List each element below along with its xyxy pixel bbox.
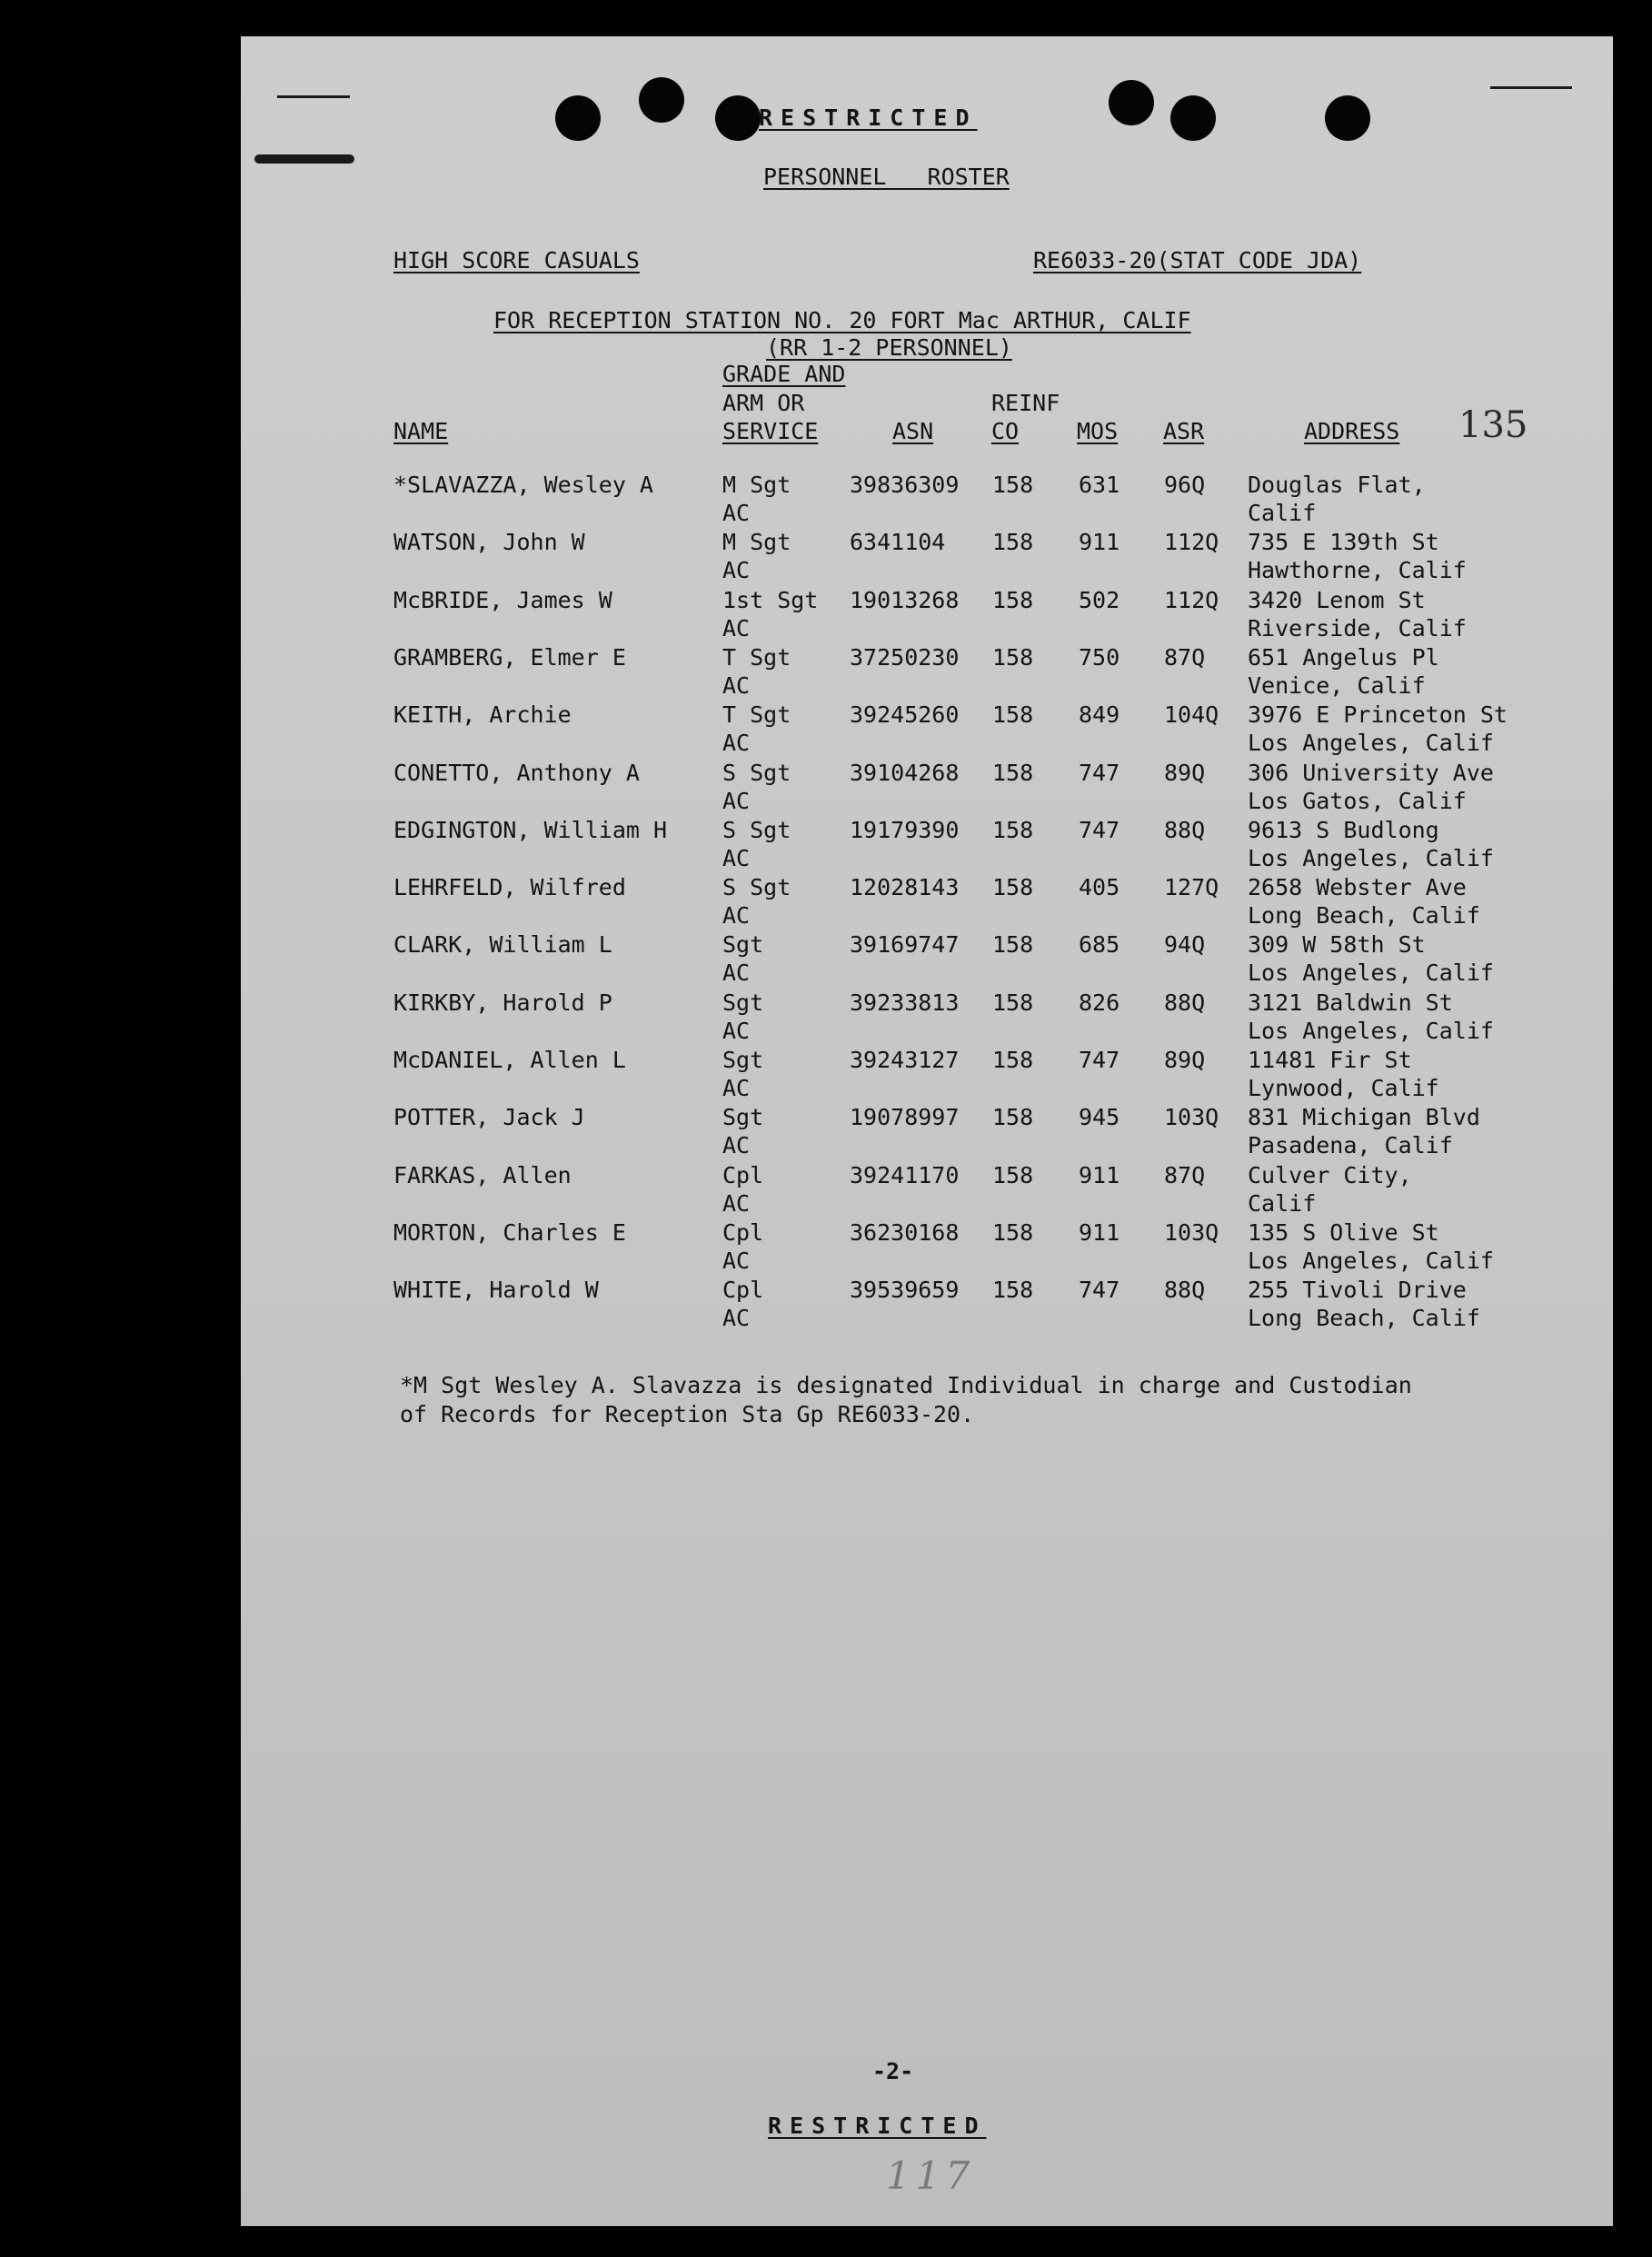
- row-reinf-co: 158: [992, 472, 1034, 498]
- row-name: *SLAVAZZA, Wesley A: [393, 472, 653, 498]
- column-header-grade-line3: SERVICE: [722, 418, 819, 444]
- row-address-line2: Venice, Calif: [1248, 671, 1426, 699]
- table-row: [241, 1218, 1613, 1277]
- group-label: HIGH SCORE CASUALS: [393, 247, 640, 273]
- row-asr: 112Q: [1164, 529, 1219, 556]
- row-grade: M Sgt: [722, 529, 791, 556]
- table-row: [241, 759, 1613, 817]
- footnote-line-1: *M Sgt Wesley A. Slavazza is designated Individual in charge and Custodian: [400, 1372, 1412, 1398]
- row-name: McBRIDE, James W: [393, 586, 612, 613]
- row-reinf-co: 158: [992, 529, 1034, 556]
- row-grade: Cpl: [722, 1218, 764, 1246]
- table-row: [241, 1276, 1613, 1334]
- document-page: [241, 36, 1613, 2226]
- row-asn: 19013268: [850, 586, 960, 613]
- row-mos: 502: [1079, 586, 1120, 613]
- table-row: [241, 930, 1613, 989]
- row-address-line2: Calif: [1248, 500, 1317, 526]
- row-name: KIRKBY, Harold P: [393, 989, 612, 1016]
- row-mos: 747: [1079, 759, 1120, 786]
- punch-hole-5: [1170, 95, 1216, 141]
- row-address-line1: 9613 S Budlong: [1248, 816, 1439, 843]
- row-asr: 112Q: [1164, 586, 1219, 613]
- table-row: [241, 1161, 1613, 1219]
- row-reinf-co: 158: [992, 931, 1034, 959]
- row-mos: 911: [1079, 1218, 1120, 1246]
- row-asn: 39836309: [850, 472, 960, 498]
- row-arm: AC: [722, 1305, 751, 1332]
- row-asr: 127Q: [1164, 874, 1219, 901]
- row-name: EDGINGTON, William H: [393, 816, 668, 843]
- classification-bottom: RESTRICTED: [768, 2113, 987, 2139]
- row-grade: S Sgt: [722, 874, 791, 901]
- row-address-line2: Los Angeles, Calif: [1248, 730, 1494, 757]
- row-name: FARKAS, Allen: [393, 1161, 572, 1188]
- row-grade: 1st Sgt: [722, 586, 819, 613]
- row-arm: AC: [722, 1075, 751, 1101]
- row-arm: AC: [722, 1189, 751, 1217]
- row-mos: 826: [1079, 989, 1120, 1016]
- row-arm: AC: [722, 557, 751, 584]
- punch-hole-1: [555, 95, 601, 141]
- row-asr: 94Q: [1164, 931, 1206, 959]
- row-asn: 6341104: [850, 529, 946, 556]
- row-mos: 631: [1079, 472, 1120, 498]
- group-code: RE6033-20(STAT CODE JDA): [1033, 247, 1362, 273]
- row-reinf-co: 158: [992, 1161, 1034, 1188]
- table-row: [241, 528, 1613, 586]
- row-asr: 104Q: [1164, 701, 1219, 729]
- row-address-line2: Los Angeles, Calif: [1248, 1017, 1494, 1044]
- row-reinf-co: 158: [992, 701, 1034, 729]
- row-address-line1: 3976 E Princeton St: [1248, 701, 1508, 729]
- column-header-grade-line2: ARM OR: [722, 390, 805, 416]
- row-mos: 849: [1079, 701, 1120, 729]
- table-row: [241, 701, 1613, 759]
- scan-mark-top-left: [277, 95, 350, 98]
- row-grade: M Sgt: [722, 472, 791, 498]
- row-asn: 39104268: [850, 759, 960, 786]
- column-header-reinf-line2: CO: [991, 418, 1020, 444]
- row-name: McDANIEL, Allen L: [393, 1047, 626, 1073]
- row-grade: S Sgt: [722, 816, 791, 843]
- row-name: WATSON, John W: [393, 529, 585, 556]
- row-asn: 39241170: [850, 1161, 960, 1188]
- row-address-line2: Los Angeles, Calif: [1248, 1247, 1494, 1274]
- page-number: -2-: [872, 2058, 914, 2084]
- row-reinf-co: 158: [992, 1047, 1034, 1073]
- row-arm: AC: [722, 500, 751, 526]
- row-address-line2: Pasadena, Calif: [1248, 1132, 1453, 1159]
- row-asr: 96Q: [1164, 472, 1206, 498]
- row-address-line1: 11481 Fir St: [1248, 1047, 1412, 1073]
- table-row: [241, 1103, 1613, 1161]
- row-mos: 685: [1079, 931, 1120, 959]
- row-asn: 39233813: [850, 989, 960, 1016]
- row-address-line1: 735 E 139th St: [1248, 529, 1439, 556]
- row-reinf-co: 158: [992, 586, 1034, 613]
- row-reinf-co: 158: [992, 874, 1034, 901]
- row-arm: AC: [722, 844, 751, 871]
- row-mos: 747: [1079, 1277, 1120, 1304]
- row-reinf-co: 158: [992, 989, 1034, 1016]
- row-grade: T Sgt: [722, 701, 791, 729]
- row-reinf-co: 158: [992, 816, 1034, 843]
- scan-mark-top-right: [1490, 86, 1572, 89]
- row-asn: 39169747: [850, 931, 960, 959]
- row-mos: 747: [1079, 1047, 1120, 1073]
- row-address-line2: Los Angeles, Calif: [1248, 844, 1494, 871]
- row-asn: 39245260: [850, 701, 960, 729]
- row-asn: 39243127: [850, 1047, 960, 1073]
- row-grade: Sgt: [722, 989, 764, 1016]
- row-name: POTTER, Jack J: [393, 1104, 585, 1131]
- footnote-line-2: of Records for Reception Sta Gp RE6033-20.: [400, 1401, 975, 1427]
- row-asn: 12028143: [850, 874, 960, 901]
- row-grade: Sgt: [722, 931, 764, 959]
- row-asr: 87Q: [1164, 1161, 1206, 1188]
- table-row: [241, 643, 1613, 701]
- row-address-line1: Culver City,: [1248, 1161, 1412, 1188]
- row-address-line1: 309 W 58th St: [1248, 931, 1426, 959]
- row-address-line1: 3420 Lenom St: [1248, 586, 1426, 613]
- row-asr: 89Q: [1164, 1047, 1206, 1073]
- punch-hole-6: [1325, 95, 1370, 141]
- table-row: [241, 586, 1613, 644]
- column-header-mos: MOS: [1077, 418, 1119, 444]
- row-arm: AC: [722, 1017, 751, 1044]
- scan-mark-left: [254, 154, 354, 164]
- column-header-asr: ASR: [1163, 418, 1205, 444]
- row-address-line2: Los Gatos, Calif: [1248, 787, 1467, 814]
- row-mos: 911: [1079, 1161, 1120, 1188]
- row-arm: AC: [722, 787, 751, 814]
- row-asr: 88Q: [1164, 1277, 1206, 1304]
- row-address-line1: 306 University Ave: [1248, 759, 1494, 786]
- row-name: KEITH, Archie: [393, 701, 572, 729]
- row-asr: 89Q: [1164, 759, 1206, 786]
- column-header-asn: ASN: [892, 418, 934, 444]
- row-asn: 37250230: [850, 643, 960, 671]
- row-name: GRAMBERG, Elmer E: [393, 643, 626, 671]
- roster-title: PERSONNEL ROSTER: [763, 164, 1010, 190]
- row-grade: T Sgt: [722, 643, 791, 671]
- row-address-line1: 831 Michigan Blvd: [1248, 1104, 1480, 1131]
- table-row: [241, 989, 1613, 1047]
- category-line: (RR 1-2 PERSONNEL): [766, 334, 1012, 361]
- row-mos: 750: [1079, 643, 1120, 671]
- row-grade: Cpl: [722, 1161, 764, 1188]
- row-address-line1: 3121 Baldwin St: [1248, 989, 1453, 1016]
- row-address-line2: Long Beach, Calif: [1248, 1305, 1480, 1332]
- row-address-line2: Hawthorne, Calif: [1248, 557, 1467, 584]
- column-header-name: NAME: [393, 418, 449, 444]
- column-header-address: ADDRESS: [1304, 418, 1400, 444]
- row-asr: 87Q: [1164, 643, 1206, 671]
- row-address-line1: 651 Angelus Pl: [1248, 643, 1439, 671]
- row-address-line1: 2658 Webster Ave: [1248, 874, 1467, 901]
- row-address-line2: Lynwood, Calif: [1248, 1075, 1439, 1101]
- row-name: CONETTO, Anthony A: [393, 759, 640, 786]
- row-name: MORTON, Charles E: [393, 1218, 626, 1246]
- row-asr: 88Q: [1164, 989, 1206, 1016]
- destination-line: FOR RECEPTION STATION NO. 20 FORT Mac ARTHUR, CALIF: [493, 307, 1191, 333]
- row-arm: AC: [722, 614, 751, 641]
- row-grade: Sgt: [722, 1104, 764, 1131]
- row-mos: 405: [1079, 874, 1120, 901]
- row-asn: 39539659: [850, 1277, 960, 1304]
- row-name: CLARK, William L: [393, 931, 612, 959]
- row-asr: 88Q: [1164, 816, 1206, 843]
- row-grade: S Sgt: [722, 759, 791, 786]
- column-header-reinf-line1: REINF: [991, 390, 1060, 416]
- row-address-line2: Los Angeles, Calif: [1248, 959, 1494, 987]
- row-asn: 19078997: [850, 1104, 960, 1131]
- row-grade: Sgt: [722, 1047, 764, 1073]
- row-address-line1: 135 S Olive St: [1248, 1218, 1439, 1246]
- row-arm: AC: [722, 730, 751, 757]
- row-address-line2: Calif: [1248, 1189, 1317, 1217]
- row-grade: Cpl: [722, 1277, 764, 1304]
- row-arm: AC: [722, 902, 751, 930]
- row-address-line2: Long Beach, Calif: [1248, 902, 1480, 930]
- row-address-line1: Douglas Flat,: [1248, 472, 1426, 498]
- row-asr: 103Q: [1164, 1104, 1219, 1131]
- punch-hole-3: [715, 95, 761, 141]
- row-name: LEHRFELD, Wilfred: [393, 874, 626, 901]
- row-name: WHITE, Harold W: [393, 1277, 599, 1304]
- row-reinf-co: 158: [992, 1218, 1034, 1246]
- row-arm: AC: [722, 671, 751, 699]
- row-asr: 103Q: [1164, 1218, 1219, 1246]
- handwritten-number: 117: [886, 2153, 976, 2198]
- row-arm: AC: [722, 1247, 751, 1274]
- table-row: [241, 873, 1613, 931]
- row-asn: 19179390: [850, 816, 960, 843]
- row-address-line2: Riverside, Calif: [1248, 614, 1467, 641]
- row-mos: 747: [1079, 816, 1120, 843]
- punch-hole-4: [1109, 80, 1154, 125]
- table-row: [241, 471, 1613, 529]
- row-arm: AC: [722, 1132, 751, 1159]
- classification-top: RESTRICTED: [759, 104, 978, 131]
- row-asn: 36230168: [850, 1218, 960, 1246]
- row-reinf-co: 158: [992, 643, 1034, 671]
- table-row: [241, 816, 1613, 874]
- stamp-number: 135: [1458, 404, 1528, 446]
- row-reinf-co: 158: [992, 759, 1034, 786]
- row-address-line1: 255 Tivoli Drive: [1248, 1277, 1467, 1304]
- column-header-grade-line1: GRADE AND: [722, 361, 846, 387]
- row-mos: 911: [1079, 529, 1120, 556]
- row-arm: AC: [722, 959, 751, 987]
- punch-hole-2: [639, 77, 684, 123]
- row-reinf-co: 158: [992, 1277, 1034, 1304]
- row-reinf-co: 158: [992, 1104, 1034, 1131]
- table-row: [241, 1046, 1613, 1104]
- row-mos: 945: [1079, 1104, 1120, 1131]
